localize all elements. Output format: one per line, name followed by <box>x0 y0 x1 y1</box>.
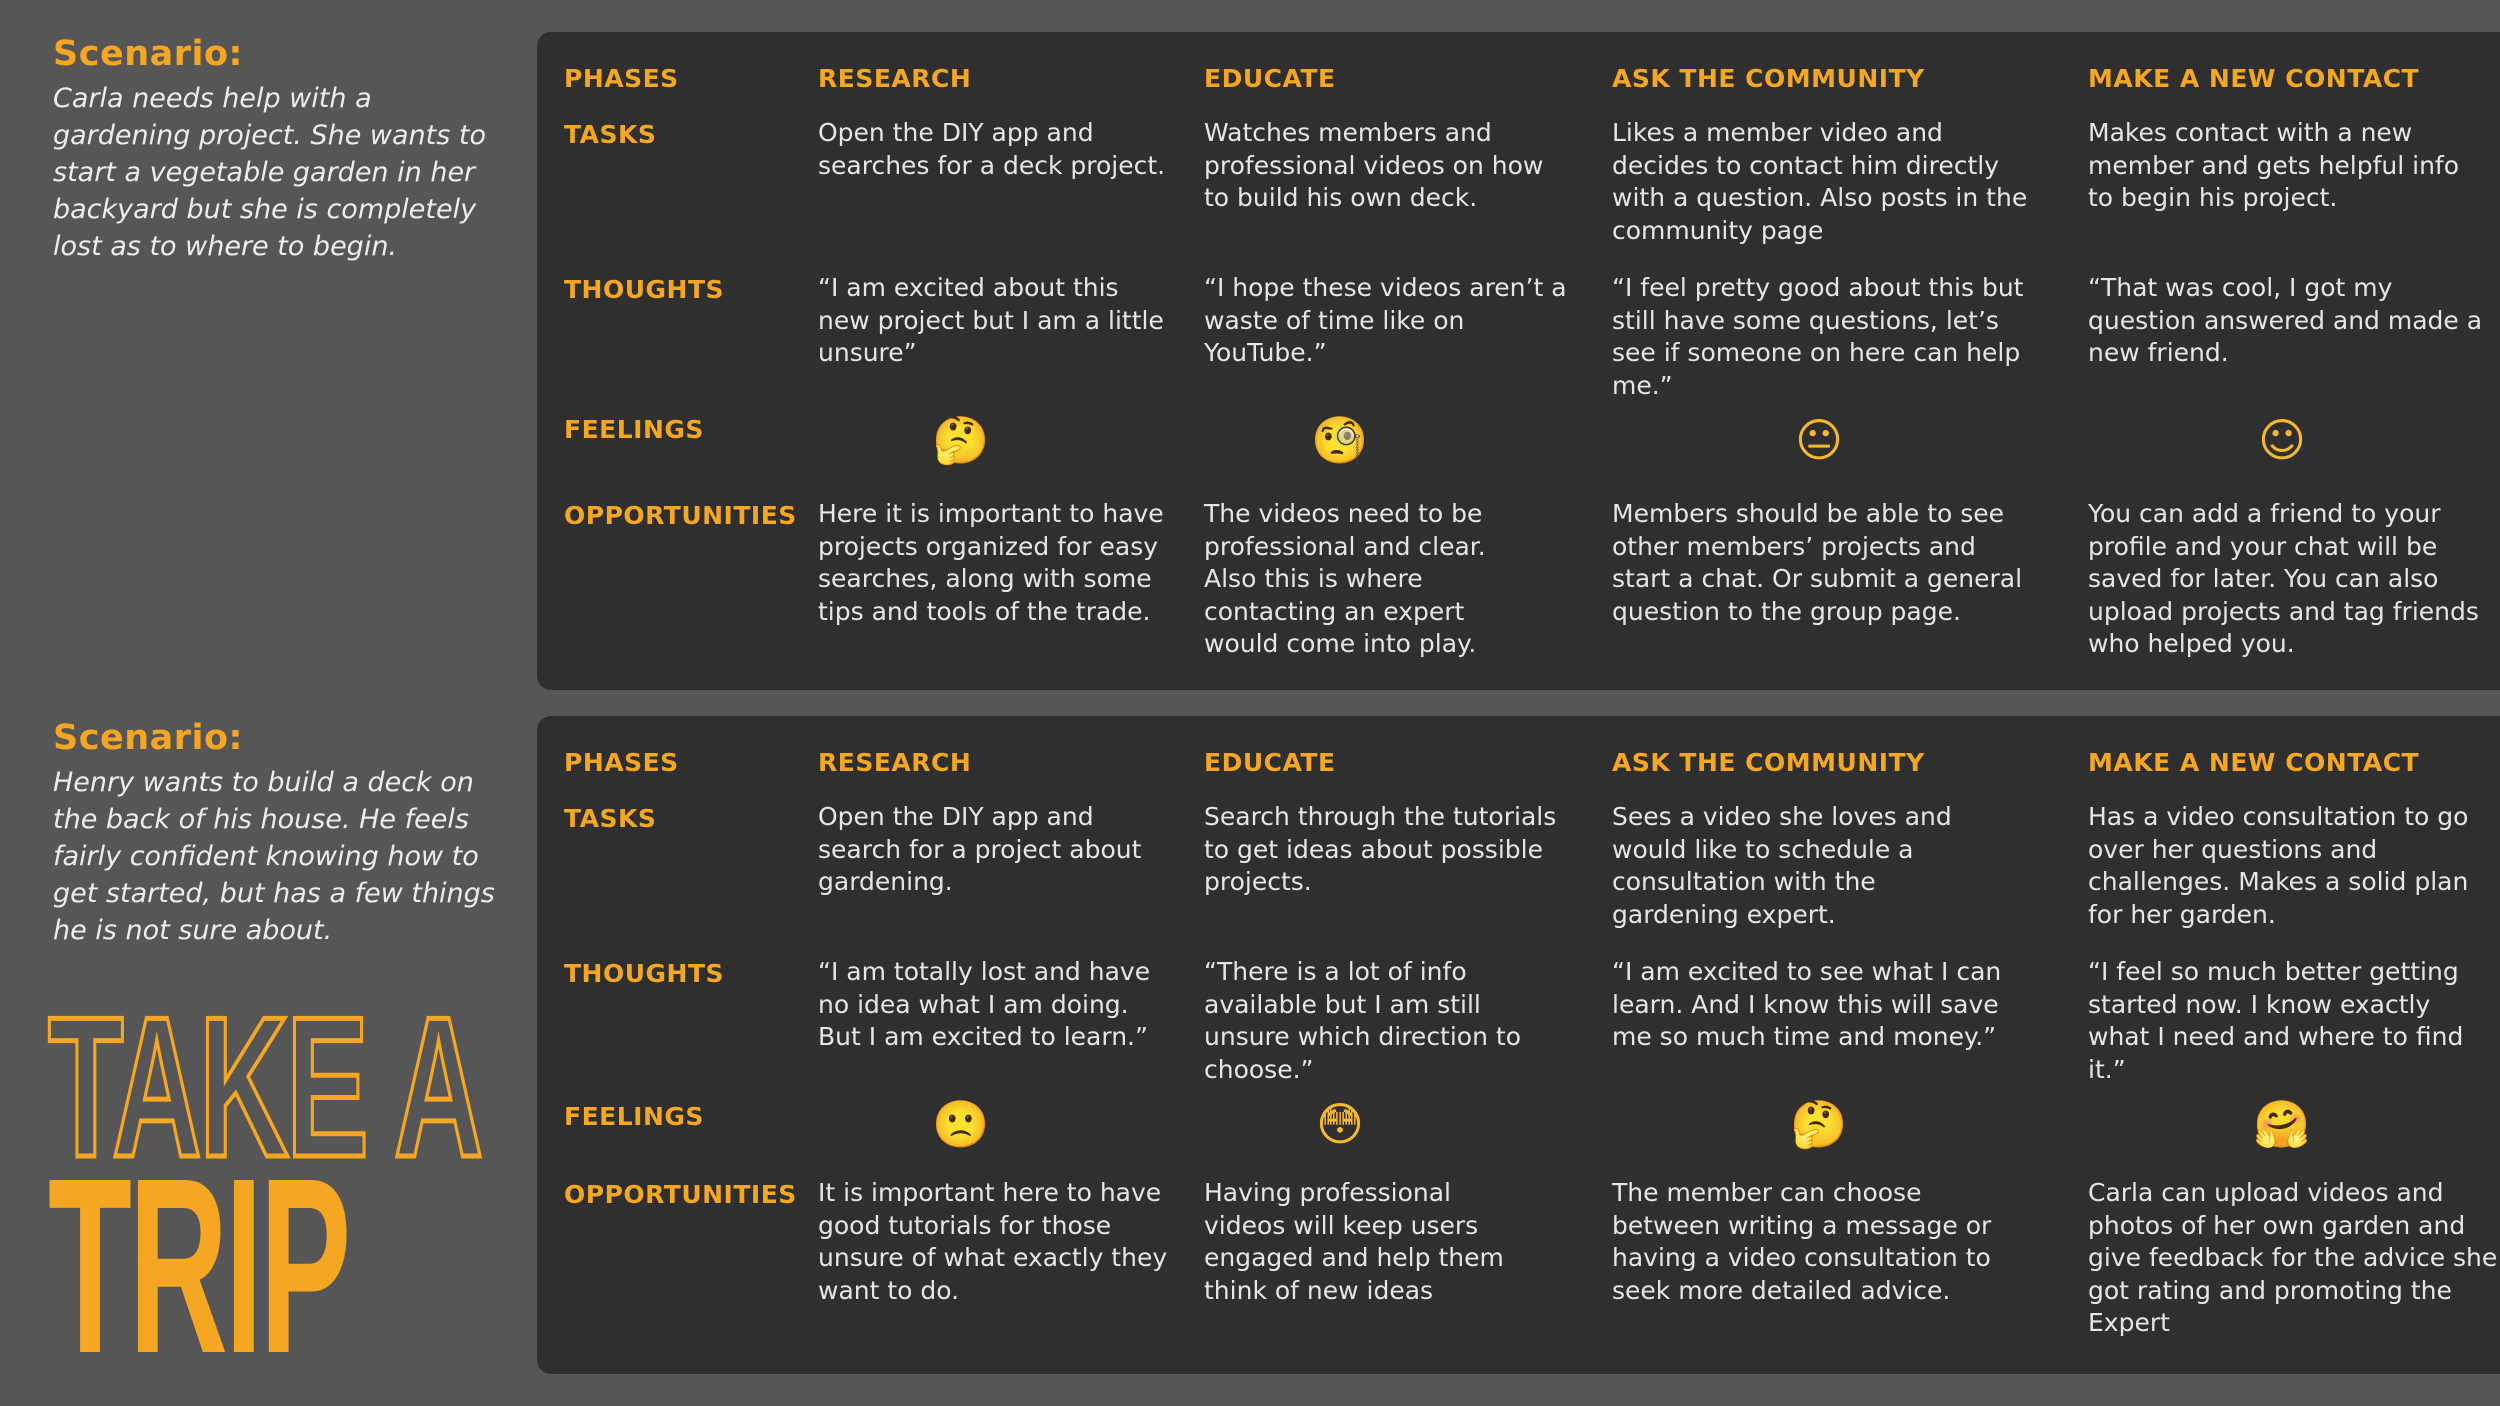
row-label-tasks: TASKS <box>564 804 657 833</box>
opportunity-cell: Here it is important to have projects organized for easy searches, along with some tips and tools of the trade. <box>818 499 1164 626</box>
row-label-feelings: FEELINGS <box>564 1102 704 1131</box>
opportunity-cell: The videos need to be professional and clear. Also this is where contacting an expert would come into play. <box>1204 499 1486 658</box>
hugging-face-icon: 🤗 <box>2253 1097 2311 1151</box>
opportunity-cell: Having professional videos will keep users engaged and help them think of new ideas <box>1204 1178 1504 1305</box>
scenario-text: Carla needs help with a gardening project. She wants to start a vegetable garden in her backyard but she is completely lost as to where to begin. <box>53 83 486 262</box>
thought-cell: “There is a lot of info available but I am still unsure which direction to choose.” <box>1204 957 1521 1084</box>
thought-cell: “That was cool, I got my question answered and made a new friend. <box>2088 273 2483 367</box>
neutral-face-icon: 😐 <box>1795 413 1843 467</box>
smiling-face-icon: ☺ <box>2258 413 2306 467</box>
task-cell: Search through the tutorials to get ideas about possible projects. <box>1204 802 1557 896</box>
opportunity-cell: It is important here to have good tutorials for those unsure of what exactly they want to do. <box>818 1178 1168 1305</box>
row-label-opportunities: OPPORTUNITIES <box>564 501 797 530</box>
row-label-phases: PHASES <box>564 748 679 777</box>
row-label-phases: PHASES <box>564 64 679 93</box>
scenario-2 <box>53 718 508 949</box>
flushed-face-icon: 😳 <box>1316 1097 1364 1151</box>
scenario-title: Scenario: <box>53 718 244 758</box>
opportunity-cell: Members should be able to see other members’ projects and start a chat. Or submit a general question to the group page. <box>1612 499 2023 626</box>
task-cell: Makes contact with a new member and gets helpful info to begin his project. <box>2088 118 2460 212</box>
phase-header: EDUCATE <box>1204 748 1336 777</box>
thought-cell: “I feel so much better getting started now. I know exactly what I need and where to find it.” <box>2088 957 2464 1084</box>
thinking-face-icon: 🤔 <box>1790 1097 1848 1151</box>
thinking-face-icon: 🤔 <box>932 413 990 467</box>
task-cell: Sees a video she loves and would like to schedule a consultation with the gardening expert. <box>1612 802 1952 929</box>
brand-line-trip: TRIP <box>48 1126 349 1405</box>
task-cell: Watches members and professional videos on how to build his own deck. <box>1204 118 1544 212</box>
phase-header: ASK THE COMMUNITY <box>1612 748 1925 777</box>
brand-line-take-a: TAKE A <box>48 976 481 1199</box>
thought-cell: “I hope these videos aren’t a waste of time like on YouTube.” <box>1204 273 1567 367</box>
opportunity-cell: You can add a friend to your profile and your chat will be saved for later. You can also upload projects and tag friends who helped you. <box>2088 499 2479 658</box>
opportunity-cell: Carla can upload videos and photos of her own garden and give feedback for the advice she got rating and promoting the Expert <box>2088 1178 2498 1337</box>
scenario-1 <box>53 34 508 265</box>
scenario-title: Scenario: <box>53 34 244 74</box>
row-label-feelings: FEELINGS <box>564 415 704 444</box>
thought-cell: “I am excited about this new project but I am a little unsure” <box>818 273 1164 367</box>
row-label-thoughts: THOUGHTS <box>564 275 725 304</box>
task-cell: Has a video consultation to go over her questions and challenges. Makes a solid plan for her garden. <box>2088 802 2469 929</box>
brand-wordmark <box>48 976 498 1405</box>
scenario-text: Henry wants to build a deck on the back of his house. He feels fairly confident knowing how to get started, but has a few things he is not sure about. <box>53 767 495 946</box>
task-cell: Open the DIY app and search for a project about gardening. <box>818 802 1142 896</box>
phase-header: MAKE A NEW CONTACT <box>2088 64 2420 93</box>
phase-header: EDUCATE <box>1204 64 1336 93</box>
thought-cell: “I am totally lost and have no idea what I am doing. But I am excited to learn.” <box>818 957 1151 1051</box>
phase-header: RESEARCH <box>818 64 972 93</box>
row-label-thoughts: THOUGHTS <box>564 959 725 988</box>
row-label-tasks: TASKS <box>564 120 657 149</box>
thought-cell: “I am excited to see what I can learn. And I know this will save me so much time and money.” <box>1612 957 2002 1051</box>
task-cell: Likes a member video and decides to contact him directly with a question. Also posts in the community page <box>1612 118 2028 245</box>
phase-header: ASK THE COMMUNITY <box>1612 64 1925 93</box>
phase-header: RESEARCH <box>818 748 972 777</box>
phase-header: MAKE A NEW CONTACT <box>2088 748 2420 777</box>
confused-face-icon: 🙁 <box>932 1097 990 1151</box>
row-label-opportunities: OPPORTUNITIES <box>564 1180 797 1209</box>
thought-cell: “I feel pretty good about this but still have some questions, let’s see if someone on here can help me.” <box>1612 273 2024 400</box>
task-cell: Open the DIY app and searches for a deck project. <box>818 118 1166 180</box>
journey-map-1 <box>537 32 2500 690</box>
journey-map-2 <box>537 716 2500 1374</box>
opportunity-cell: The member can choose between writing a message or having a video consultation to seek more detailed advice. <box>1612 1178 1992 1305</box>
monocle-face-icon: 🧐 <box>1311 413 1369 467</box>
